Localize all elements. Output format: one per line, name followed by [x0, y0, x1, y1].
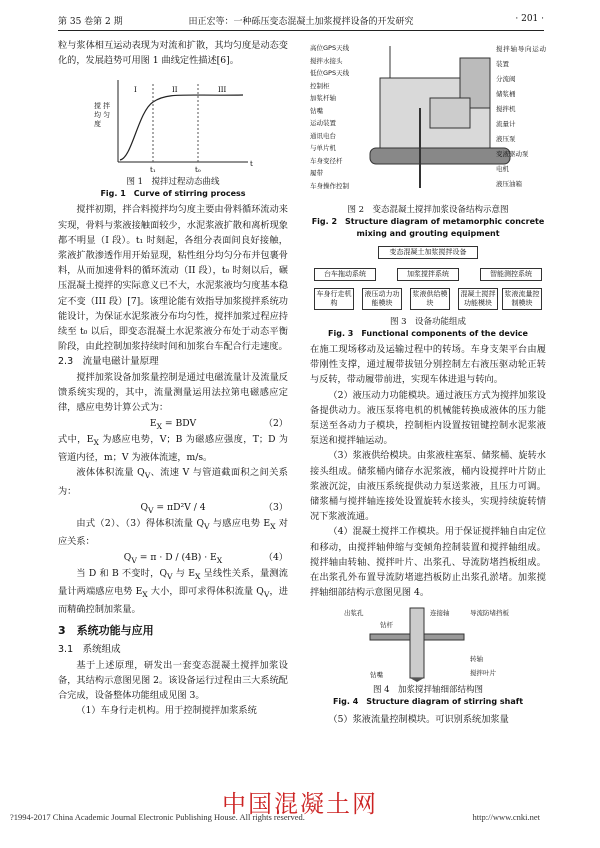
stage-label: III [218, 86, 227, 95]
caption-en: mixing and grouting equipment [356, 229, 500, 238]
equation-number: （3） [263, 501, 288, 513]
part-label: 转轴 [470, 655, 483, 664]
section-heading: 2.3 流量电磁计量原理 [58, 356, 159, 368]
part-label: 变液驱动泵 [496, 150, 529, 158]
part-label: 高位GPS天线 [310, 44, 350, 52]
figure-1 [58, 72, 288, 202]
paragraph: 液体体积流量 $Q_V$、流速 V 与管道截面积之间关系为： [58, 467, 288, 497]
caption-cn: 图 3 设备功能组成 [389, 317, 467, 327]
stage-label: II [172, 86, 178, 95]
t-label: t₁ [150, 166, 156, 175]
left-column [58, 38, 288, 718]
header-rule [58, 30, 544, 31]
tree-leaf: 浆液供给模块 [410, 288, 450, 310]
equation-number: （2） [263, 418, 288, 430]
copyright: ?1994-2017 China Academic Journal Electronic Publishing House. All rights reserved. [10, 812, 305, 822]
paragraph: 粒与浆体相互运动表现为对流和扩散，其均匀度是动态变化的，发展趋势可用图 1 曲线定性描述[6]。 [58, 40, 288, 67]
tree-group: 智能测控系统 [480, 268, 542, 281]
paragraph: （3）浆液供给模块。由浆液柱塞泵、储浆桶、旋转水接头组成。储浆桶内储存水泥浆液，桶内设搅拌叶片防止浆液沉淀，由液压系统提供动力泵送浆液，且压力可调。储浆桶与搅拌轴连接处设置旋转水接头，实现持续旋转情况下浆液流通。 [310, 450, 546, 523]
tree-leaf: 液压动力功能模块 [362, 288, 402, 310]
part-label: 车身变径杆 [310, 156, 343, 165]
figure-1-caption [58, 176, 288, 200]
blade [370, 634, 410, 640]
part-label: 钻杆 [380, 621, 393, 630]
tree-group: 加浆搅拌系统 [397, 268, 459, 281]
running-header [58, 14, 544, 30]
part-label: 钻嘴 [310, 106, 323, 115]
figure-3 [310, 246, 546, 342]
caption-en: Fig. 4 Structure diagram of stirring shaft [332, 697, 524, 707]
tree-leaf: 浆液流量控制模块 [502, 288, 542, 310]
drill-tip [410, 678, 424, 682]
section-heading: 3 系统功能与应用 [58, 624, 154, 638]
part-label: 履带 [310, 169, 323, 177]
tree-root: 变态混凝土加浆搅拌设备 [378, 246, 478, 259]
part-label: 分流阀 [496, 75, 516, 83]
part-label: 通讯电台 [310, 131, 336, 140]
caption-cn: 图 1 搅拌过程动态曲线 [126, 177, 220, 188]
y-axis-label: 搅拌均匀度 [94, 102, 110, 129]
caption-cn: 图 4 加浆搅拌轴细部结构图 [372, 685, 484, 696]
equation-2 [58, 415, 288, 432]
caption-en: Fig. 1 Curve of stirring process [100, 189, 246, 199]
part-label: 低位GPS天线 [310, 69, 350, 77]
part-label: 与单片机 [310, 144, 336, 152]
fig2-labels-right [496, 42, 546, 192]
stage-label: I [134, 86, 137, 95]
tree-leaf: 车身行走机构 [314, 288, 354, 310]
equation-body: $Q_V = \pi \cdot D / (4B) \cdot E_X$ [123, 551, 223, 565]
t-label: t₀ [195, 166, 201, 175]
curve-line [120, 95, 243, 160]
right-column [310, 38, 546, 728]
fig2-labels-left [310, 42, 374, 192]
part-label: 液压泵 [496, 135, 516, 143]
page-number: · 201 · [515, 14, 544, 24]
equation-number: （4） [263, 551, 288, 563]
part-label: 搅拌机 [496, 105, 516, 113]
figure-4-caption [310, 684, 546, 708]
tree-group: 台车拖动系统 [314, 268, 376, 281]
paragraph: 式中，$E_X$ 为感应电势，V；B 为磁感应强度，T；D 为管道内径，m；V 为液体流速，m/s。 [58, 434, 288, 464]
paragraph: 由式（2）、（3）得体积流量 $Q_V$ 与感应电势 $E_X$ 对应关系： [58, 517, 288, 547]
caption-en: Fig. 3 Functional components of the device [328, 329, 528, 338]
running-title: 田正宏等：一种砾压变态混凝土加浆搅拌设备的开发研究 [188, 17, 414, 27]
part-label: 车身操作控制 [310, 181, 349, 190]
part-label: 流量计 [496, 120, 516, 128]
equation-4 [58, 549, 288, 566]
paragraph: 搅拌初期，拌合料搅拌均匀度主要由骨料循环流动来实现，骨料与浆液接触面较少，水泥浆液扩散和离析现象都不明显（I 段）。t₁ 时刻起，各组分表面间良好接触，浆液扩散渗透作用开始显现，粘性组分均匀分布并包裹骨料，从而加速骨料的循环流动（II 段），t₀ 时刻以后，碾压混凝土搅拌的实际意义已不大，水泥浆液均匀度基本稳定不变（III 段）[7]。该理论能有效指导加浆搅拌系统功能设计，为保证水泥浆液分布均匀性，搅拌加浆过程应持续至 t₀ 以后，即变态混凝土水泥浆液分布处于动态平衡阶段，由此控制加浆持续时间和加浆台车配合行走速度。 [58, 204, 288, 353]
shaft-body [410, 608, 424, 678]
part-label: 加浆杆轴 [310, 94, 336, 102]
part-label: 搅拌轴导向运动装置 [496, 45, 546, 68]
equation-3 [58, 499, 288, 516]
issue-label: 第 35 卷第 2 期 [58, 17, 123, 27]
caption-en: Fig. 2 Structure diagram of metamorphic concrete [311, 217, 545, 226]
blade [424, 634, 464, 640]
figure-2 [310, 38, 546, 238]
paragraph: 在施工现场移动及运输过程中的转场。车身支架平台由履带刚性支撑，通过履带拔钮分别控制左右液压驱动轮正转与反转，带动履带前进，实现车体进退与转向。 [310, 344, 546, 386]
control-box [430, 98, 470, 128]
paragraph: （1）车身行走机构。用于控制搅拌加浆系统 [76, 705, 257, 717]
equation-body: $Q_V = \pi D^2V / 4$ [140, 501, 206, 515]
part-label: 电机 [496, 165, 509, 173]
figure-2-caption [310, 204, 546, 240]
x-axis-label: t [250, 160, 253, 169]
paragraph: 基于上述原理，研发出一套变态混凝土搅拌加浆设备，其结构示意图见图 2。该设备运行过程由三大系统配合完成，设备整体功能组成见图 3。 [58, 659, 288, 702]
watermark: 中国混凝土网 [222, 790, 378, 818]
figure-4 [310, 604, 546, 712]
part-label: 导流防堵挡板 [470, 609, 509, 618]
part-label: 控制柜 [310, 81, 330, 90]
part-label: 搅拌水接头 [310, 56, 343, 65]
part-label: 出浆孔 [344, 609, 364, 618]
paragraph: （5）浆液流量控制模块。可识别系统加浆量 [328, 714, 509, 726]
tree-leaf: 混凝土搅拌功能模块 [458, 288, 498, 310]
part-label: 连接轴 [430, 609, 450, 618]
paragraph: （4）混凝土搅拌工作模块。用于保证搅拌轴自由定位和移动，由搅拌轴伸缩与变倾角控制装置和搅拌轴组成。搅拌轴由转轴、搅拌叶片、出浆孔、导流防堵挡板组成。在出浆孔外布置导流防堵遮挡板防止出浆孔淤堵。加浆搅拌轴细部结构示意图见图 4。 [310, 526, 546, 599]
figure-3-caption [310, 316, 546, 340]
track [370, 148, 510, 164]
part-label: 液压油箱 [496, 180, 522, 188]
paragraph: 搅拌加浆设备加浆量控制是通过电磁流量计及流量反馈系统实现的，其中，流量测量运用法拉第电磁感应定律，感应电势计算公式为： [58, 371, 288, 414]
paragraph: 当 D 和 B 不变时，$Q_V$ 与 $E_X$ 呈线性关系，量测流量计两端感应电势 $E_X$ 大小，即可求得体积流量 $Q_V$，进而精确控制加浆量。 [58, 567, 288, 616]
part-label: 钻嘴 [370, 671, 383, 680]
section-heading: 3.1 系统组成 [58, 644, 121, 656]
equation-body: $E_X$ = BDV [149, 418, 197, 432]
part-label: 运动装置 [310, 119, 336, 127]
paragraph: （2）液压动力功能模块。通过液压方式为搅拌加浆设备提供动力。液压泵将电机的机械能转换成液体的压力能泵送至各动力子模块，控制柜内设置按钮键控制水泥浆液泵送和搅拌轴运动。 [310, 389, 546, 447]
part-label: 搅拌叶片 [470, 669, 496, 678]
caption-cn: 图 2 变态混凝土搅拌加浆设备结构示意图 [347, 205, 509, 215]
stirring-curve-chart [58, 72, 288, 176]
part-label: 储浆桶 [496, 90, 516, 98]
footer-url[interactable]: http://www.cnki.net [472, 812, 540, 822]
